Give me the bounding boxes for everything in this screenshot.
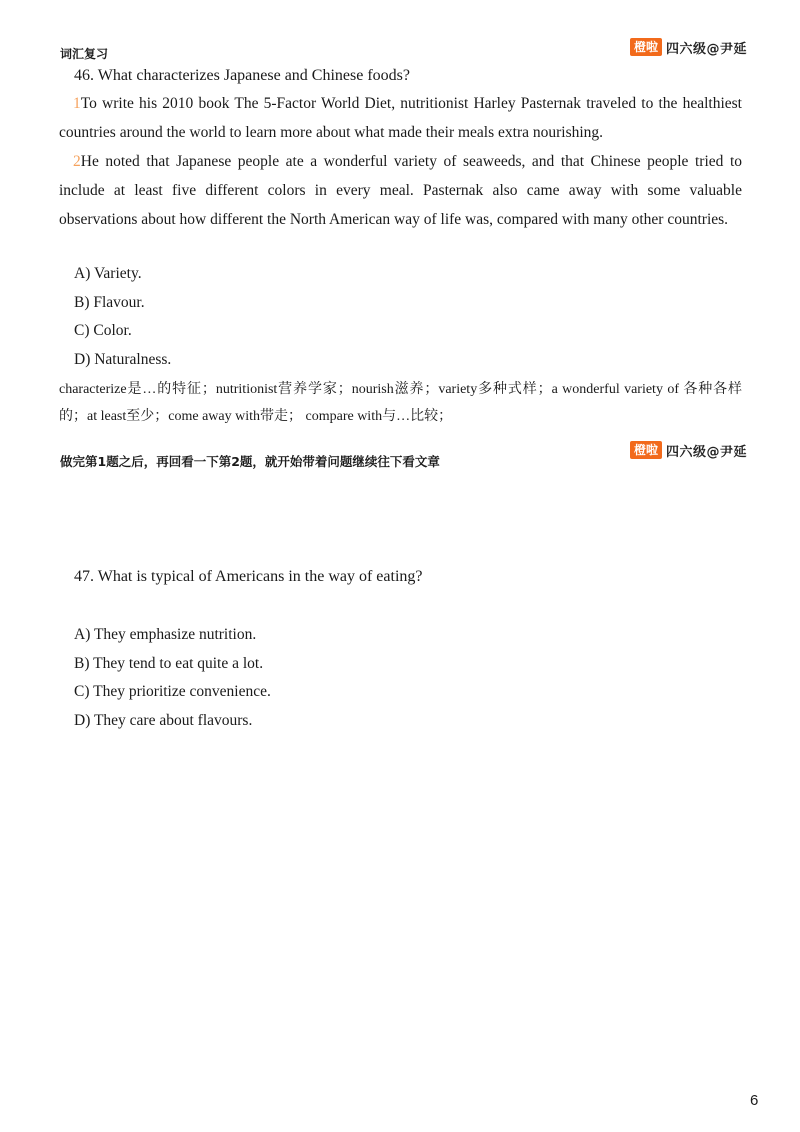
option-a: A) They emphasize nutrition. [74, 626, 257, 643]
brand-logo [630, 441, 747, 459]
option-b: B) Flavour. [74, 293, 145, 311]
logo-brand-text: 四六级@尹延 [666, 41, 748, 57]
vocabulary-notes: characterize是…的特征；nutritionist营养学家；nourish滋养；variety多种式样；a wonderful variety of 各种各样的；at least至少；come away with带走； compare with与…比较； [59, 382, 742, 424]
logo-brand-badge: 橙啦 [630, 441, 662, 459]
question-46-options [74, 260, 171, 374]
passage-paragraph-1 [59, 89, 742, 147]
page-number: 6 [750, 1092, 759, 1109]
reading-instruction: 做完第1题之后，再回看一下第2题，就开始带着问题继续往下看文章 [60, 454, 440, 469]
option-a: A) Variety. [74, 265, 142, 282]
logo-brand-text: 四六级@尹延 [666, 444, 748, 460]
paragraph-number: 2 [73, 153, 81, 170]
option-b: B) They tend to eat quite a lot. [74, 654, 264, 672]
section-label: 词汇复习 [60, 47, 109, 61]
brand-logo [630, 38, 747, 56]
option-d: D) Naturalness. [74, 350, 172, 368]
option-c: C) Color. [74, 322, 132, 339]
question-47-title: 47. What is typical of Americans in the way of eating? [74, 568, 423, 585]
paragraph-text: To write his 2010 book The 5-Factor World Diet, nutritionist Harley Pasternak traveled to the healthiest countries around the world to learn more about what made their meals extra nourishing. [59, 95, 742, 141]
question-47-options [74, 621, 271, 735]
question-46-title: 46. What characterizes Japanese and Chinese foods? [74, 67, 411, 84]
option-c: C) They prioritize convenience. [74, 683, 271, 700]
option-d: D) They care about flavours. [74, 711, 253, 729]
passage-paragraph-2 [59, 147, 742, 234]
paragraph-text: He noted that Japanese people ate a wonderful variety of seaweeds, and that Chinese people tried to include at least five different colors in every meal. Pasternak also came away with some valuable observations about how different the North American way of life was, compared with many other countries. [59, 153, 742, 228]
logo-brand-badge: 橙啦 [630, 38, 662, 56]
paragraph-number: 1 [73, 95, 81, 112]
